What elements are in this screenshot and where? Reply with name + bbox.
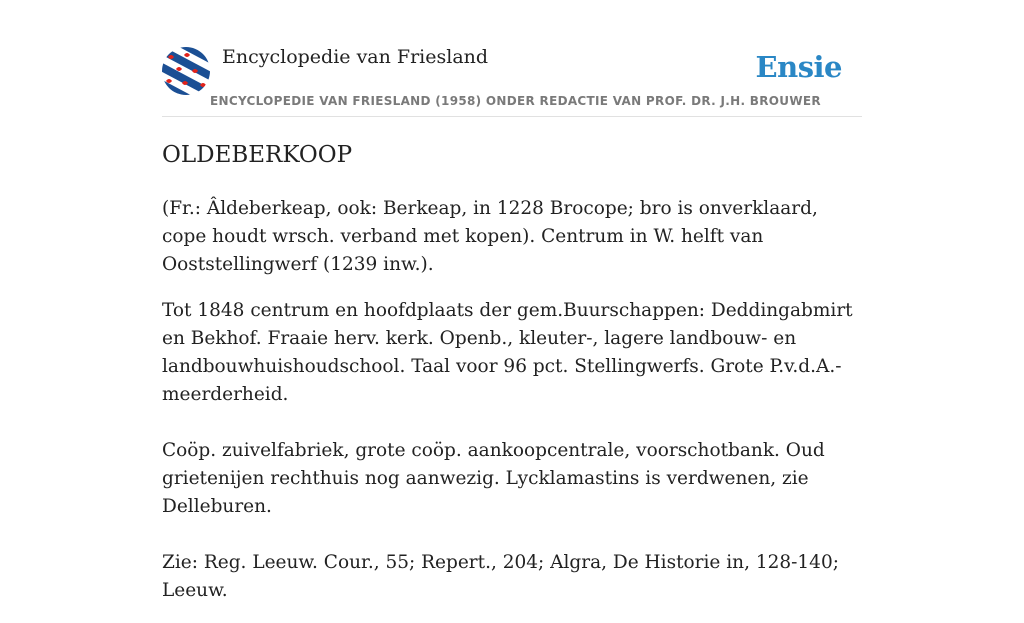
entry-content	[162, 140, 867, 623]
entry-title: OLDEBERKOOP	[162, 142, 353, 168]
entry-paragraph: Coöp. zuivelfabriek, grote coöp. aankoopcentrale, voorschotbank. Oud grietenijen rechthuis nog aanwezig. Lycklamastins is verdwenen, zie Delleburen.	[162, 440, 825, 517]
entry-paragraph: (Fr.: Âldeberkeap, ook: Berkeap, in 1228 Brocope; bro is onverklaard, cope houdt wrsch. verband met kopen). Centrum in W. helft van Ooststellingwerf (1239 inw.).	[162, 198, 818, 275]
entry-paragraph: Zie: Reg. Leeuw. Cour., 55; Repert., 204; Algra, De Historie in, 128-140; Leeuw.	[162, 552, 839, 601]
site-header	[162, 44, 862, 117]
ensie-brand-link[interactable]: Ensie	[755, 50, 842, 84]
site-title[interactable]: Encyclopedie van Friesland	[222, 46, 489, 68]
entry-paragraph: Tot 1848 centrum en hoofdplaats der gem.Buurschappen: Deddingabmirt en Bekhof. Fraaie herv. kerk. Openb., kleuter-, lagere landbouw- en landbouwhuishoudschool. Taal voor 96 pct. Stellingwerfs. Grote P.v.d.A.-meerderheid.	[162, 300, 853, 405]
frisian-flag-logo-icon[interactable]	[162, 47, 210, 95]
encyclopedia-subtitle: ENCYCLOPEDIE VAN FRIESLAND (1958) ONDER REDACTIE VAN PROF. DR. J.H. BROUWER	[210, 94, 821, 108]
